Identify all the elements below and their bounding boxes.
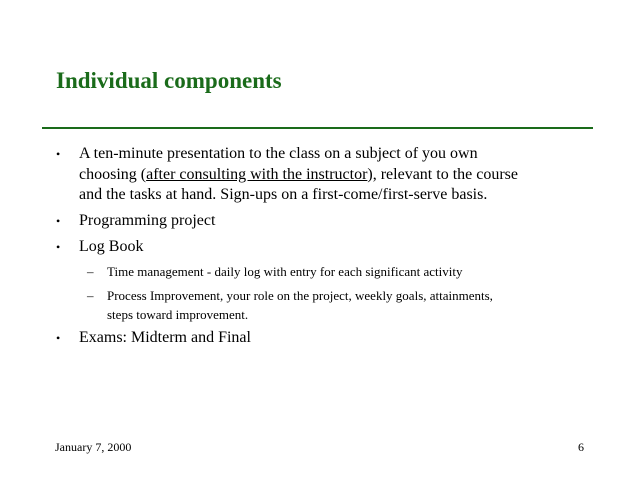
- sub-bullet-marker: –: [87, 264, 94, 279]
- bullet-marker: •: [56, 331, 61, 345]
- bullet-text: and the tasks at hand. Sign-ups on a first-come/first-serve basis.: [79, 186, 488, 203]
- slide-title: Individual components: [56, 68, 282, 93]
- footer-date: January 7, 2000: [55, 440, 132, 454]
- bullet-text: A ten-minute presentation to the class on a subject of you own: [79, 145, 478, 162]
- underlined-phrase: after consulting with the instructor: [146, 165, 368, 183]
- bullet-line: [79, 185, 487, 206]
- bullet-marker: •: [56, 240, 61, 254]
- bullet-text: Log Book: [79, 238, 144, 255]
- bullet-text: Programming project: [79, 212, 216, 229]
- bullet-text: choosing (: [79, 165, 147, 183]
- bullet-marker: •: [56, 147, 61, 161]
- bullet-line: [79, 165, 518, 186]
- title-divider: [42, 127, 593, 129]
- sub-bullet-marker: –: [87, 288, 94, 303]
- sub-item-text: Time management - daily log with entry for each significant activity: [107, 264, 463, 279]
- bullet-line: [79, 144, 478, 165]
- sub-item-text: Process Improvement, your role on the project, weekly goals, attainments,: [107, 288, 493, 303]
- sub-item-text: steps toward improvement.: [107, 307, 249, 322]
- page-number: 6: [578, 440, 584, 454]
- bullet-marker: •: [56, 214, 61, 228]
- bullet-text: Exams: Midterm and Final: [79, 329, 251, 346]
- bullet-text: ), relevant to the course: [367, 165, 518, 183]
